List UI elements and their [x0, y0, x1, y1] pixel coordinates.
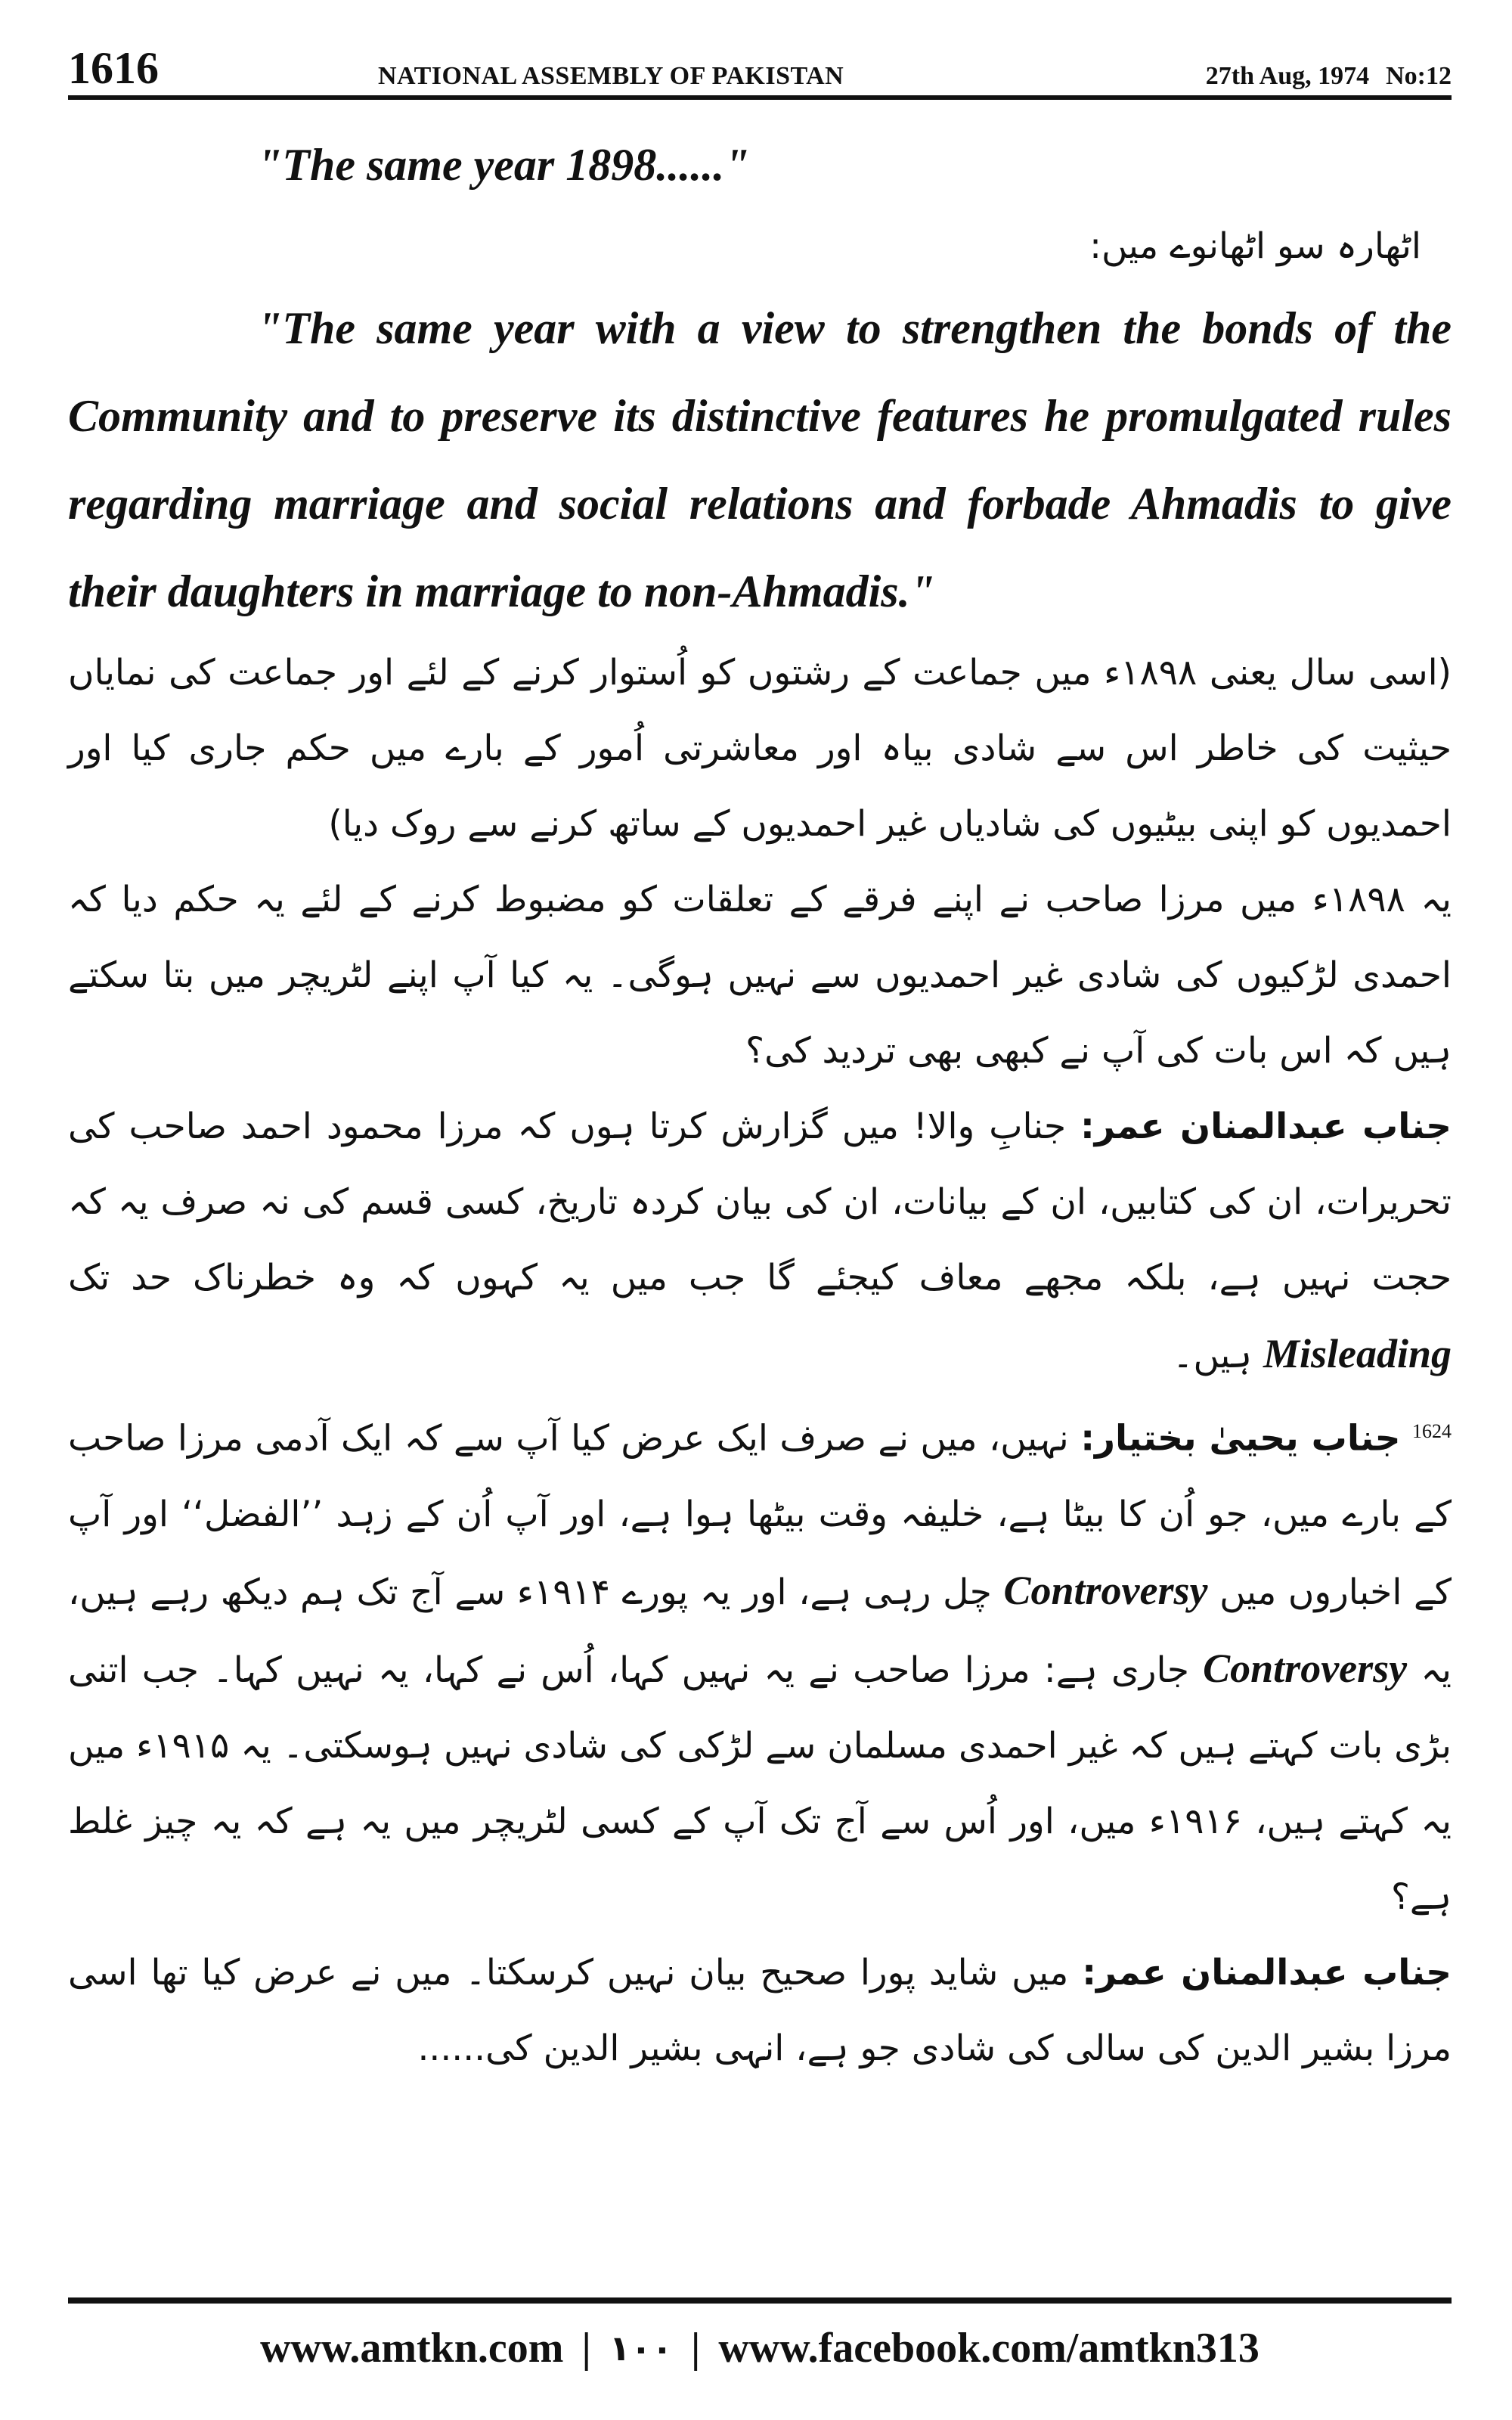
- english-term: Controversy: [1203, 1645, 1408, 1691]
- reference-number: 1624: [1411, 1420, 1452, 1442]
- issue-number: No:12: [1386, 62, 1452, 90]
- session-date: 27th Aug, 1974: [1205, 62, 1370, 90]
- reply-paragraph-1: [68, 1089, 1452, 1394]
- english-term: Misleading: [1263, 1331, 1452, 1376]
- facebook-link[interactable]: www.facebook.com/amtkn313: [718, 2325, 1259, 2372]
- footer-page-label: ۱۰۰: [609, 2328, 674, 2369]
- reply-text: جنابِ والا! میں گزارش کرتا ہوں کہ مرزا محمود احمد صاحب کی تحریرات، ان کی کتابیں، ان کے بیانات، ان کی بیان کردہ تاریخ، کسی قسم کی نہ صرف یہ کہ حجت نہیں ہے، بلکہ مجھے معاف کیجئے گا جب میں یہ کہوں کہ وہ خطرناک حد تک: [68, 1106, 1452, 1298]
- english-term: Controversy: [1003, 1567, 1208, 1613]
- speaker-name: جناب یحییٰ بختیار:: [1080, 1417, 1401, 1460]
- urdu-intro: اٹھارہ سو اٹھانوے میں:: [1089, 225, 1421, 267]
- separator: |: [691, 2325, 701, 2372]
- reply-text: ہیں۔: [1172, 1335, 1252, 1376]
- page-header: [68, 30, 1452, 100]
- footer-divider: [68, 2297, 1452, 2304]
- website-link[interactable]: www.amtkn.com: [260, 2325, 564, 2372]
- urdu-question: یہ ۱۸۹۸ء میں مرزا صاحب نے اپنے فرقے کے تعلقات کو مضبوط کرنے کے لئے یہ حکم دیا کہ احمدی لڑکیوں کی شادی غیر احمدیوں سے نہیں ہوگی۔ یہ کیا آپ اپنے لٹریچر میں بتا سکتے ہیں کہ اس بات کی آپ نے کبھی بھی تردید کی؟: [68, 879, 1452, 1072]
- reply-text: چل رہی ہے، اور یہ پورے ۱۹۱۴ء سے آج تک ہم دیکھ رہے ہیں، یہ: [68, 1571, 1452, 1691]
- separator: |: [581, 2325, 591, 2372]
- reply-text: نہیں، میں نے صرف ایک عرض کیا آپ سے کہ ایک آدمی مرزا صاحب کے بارے میں، جو اُن کا بیٹا ہے، خلیفہ وقت بیٹھا ہوا ہے، اور آپ اُن کے زہد ’’الفضل‘‘ اور آپ کے اخباروں میں: [68, 1417, 1452, 1613]
- page-body: [68, 121, 1452, 2086]
- speaker-name: جناب عبدالمنان عمر:: [1082, 1951, 1452, 1993]
- reply-paragraph-3: [68, 1935, 1452, 2086]
- speaker-name: جناب عبدالمنان عمر:: [1080, 1106, 1452, 1147]
- reply-text: جاری ہے: مرزا صاحب نے یہ نہیں کہا، اُس نے کہا، یہ نہیں کہا۔ جب اتنی بڑی بات کہتے ہیں کہ غیر احمدی مسلمان سے لڑکی کی شادی نہیں ہوسکتی۔ یہ ۱۹۱۵ء میں یہ کہتے ہیں، ۱۹۱۶ء میں، اور اُس سے آج تک آپ کے کسی لٹریچر میں یہ ہے کہ یہ چیز غلط ہے؟: [68, 1649, 1452, 1918]
- reply-paragraph-2: [68, 1394, 1452, 1935]
- quote-long: "The same year with a view to strengthen the bonds of the Community and to preserve its distinctive features he promulgated rules regarding marriage and social relations and forbade Ahmadis to give their daughters in marriage to non-Ahmadis.": [68, 303, 1452, 616]
- page-footer: [68, 2314, 1452, 2382]
- quote-short: "The same year 1898......": [257, 140, 750, 190]
- reply-text: میں شاید پورا صحیح بیان نہیں کرسکتا۔ میں نے عرض کیا تھا اسی مرزا بشیر الدین کی سالی کی شادی جو ہے، انہی بشیر الدین کی......: [68, 1951, 1452, 2069]
- publication-title: NATIONAL ASSEMBLY OF PAKISTAN: [378, 62, 844, 90]
- page-number: 1616: [68, 43, 159, 93]
- urdu-translation: (اسی سال یعنی ۱۸۹۸ء میں جماعت کے رشتوں کو اُستوار کرنے کے لئے اور جماعت کی نمایاں حیثیت کی خاطر اس سے شادی بیاہ اور معاشرتی اُمور کے بارے میں حکم جاری کیا اور احمدیوں کو اپنی بیٹیوں کی شادیاں غیر احمدیوں کے ساتھ کرنے سے روک دیا): [68, 652, 1452, 845]
